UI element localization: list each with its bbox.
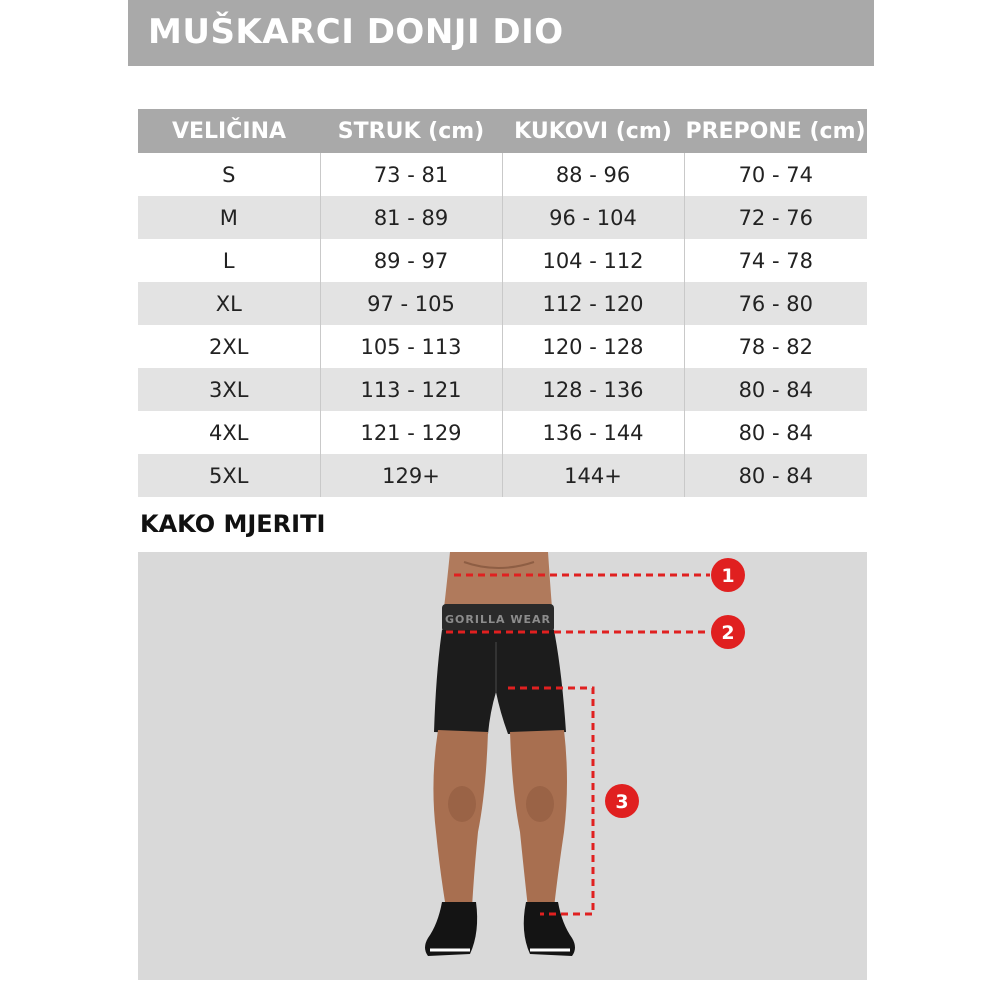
model-shorts [434,630,566,734]
header-struk: STRUK (cm) [320,109,502,153]
header-kukovi: KUKOVI (cm) [502,109,684,153]
table-row [138,196,867,239]
how-to-measure-title: KAKO MJERITI [140,510,326,538]
table-cell: 81 - 89 [320,196,502,239]
table-row [138,411,867,454]
table-cell: 76 - 80 [684,282,867,325]
table-cell: 129+ [320,454,502,497]
table-cell: 136 - 144 [502,411,684,454]
table-cell: XL [138,282,320,325]
marker-2-badge [711,615,745,649]
table-header-row [138,109,867,153]
table-cell: 80 - 84 [684,368,867,411]
model-right-shoe [524,902,575,956]
table-row [138,454,867,497]
marker-2-label: 2 [721,622,735,644]
table-cell: 4XL [209,420,249,445]
table-cell: 120 - 128 [502,325,684,368]
table-row [138,325,867,368]
table-row [138,153,867,196]
title-banner [128,0,874,66]
model-left-shoe [425,902,477,956]
table-cell: 128 - 136 [502,368,684,411]
table-cell: 5XL [138,454,320,497]
table-cell: 80 - 84 [684,411,867,454]
table-cell: 73 - 81 [320,153,502,196]
size-table [138,109,867,497]
table-cell: 78 - 82 [684,325,867,368]
table-cell: 144+ [502,454,684,497]
table-cell: 105 - 113 [320,325,502,368]
header-velicina: VELIČINA [138,109,320,153]
table-cell: 70 - 74 [684,153,867,196]
marker-3-badge [605,784,639,818]
table-cell: 104 - 112 [502,239,684,282]
marker-1-label: 1 [721,565,735,587]
table-row [138,282,867,325]
table-row [138,368,867,411]
table-cell: L [222,248,235,273]
table-cell: 113 - 121 [320,368,502,411]
marker-1-badge [711,558,745,592]
table-cell: 2XL [209,334,249,359]
page-title: MUŠKARCI DONJI DIO [148,12,564,52]
table-cell: 96 - 104 [502,196,684,239]
model-figure [138,552,867,980]
header-prepone: PREPONE (cm) [684,109,867,153]
table-cell: 112 - 120 [502,282,684,325]
brand-text: GORILLA WEAR [445,613,551,626]
table-cell: 74 - 78 [684,239,867,282]
measurement-illustration [138,552,867,980]
table-cell: 88 - 96 [502,153,684,196]
table-cell: 80 - 84 [684,454,867,497]
table-cell: S [222,162,236,187]
table-row [138,239,867,282]
marker-3-label: 3 [615,791,629,813]
table-cell: 89 - 97 [320,239,502,282]
table-cell: M [138,196,320,239]
table-cell: 3XL [138,368,320,411]
table-cell: 97 - 105 [320,282,502,325]
table-cell: 72 - 76 [684,196,867,239]
table-cell: 121 - 129 [320,411,502,454]
model-torso [444,552,552,608]
